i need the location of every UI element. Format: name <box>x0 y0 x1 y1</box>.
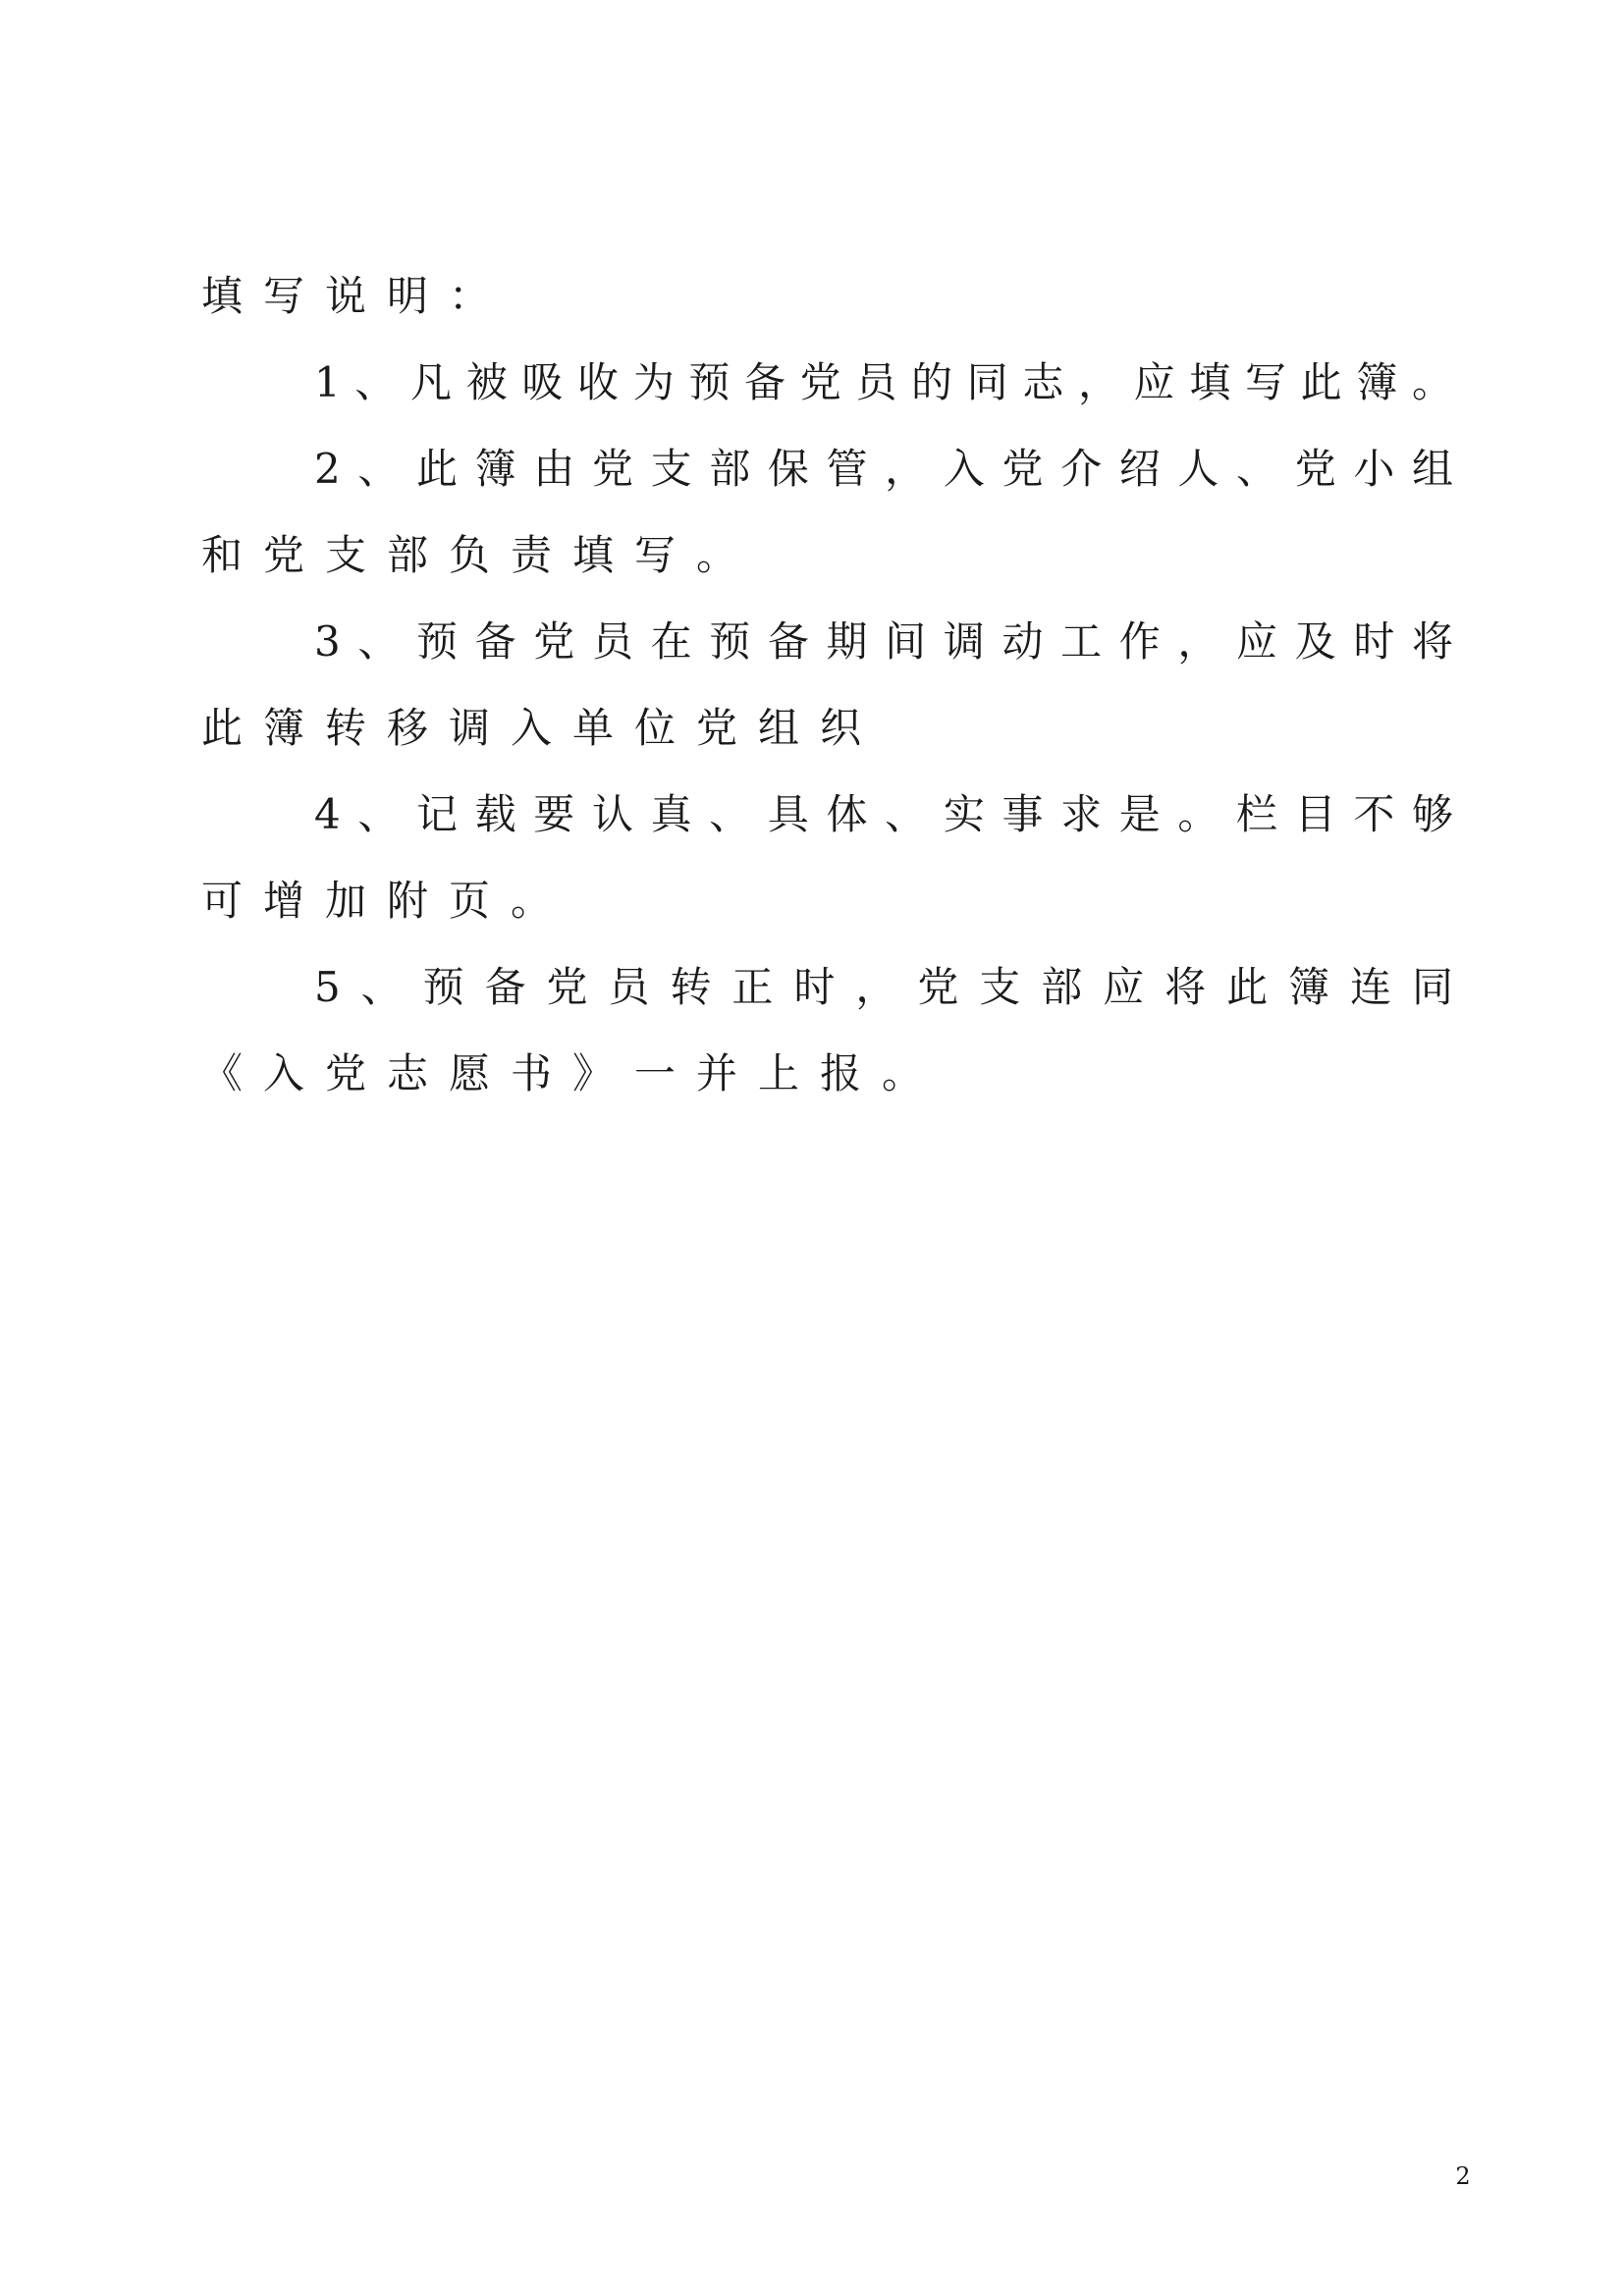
instruction-item-2-line-1: 2、此簿由党支部保管，入党介绍人、党小组 <box>314 445 1453 493</box>
instruction-item-5-line-2: 《入党志愿书》一并上报。 <box>201 1049 945 1097</box>
instruction-item-1-line-1: 1、凡被吸收为预备党员的同志，应填写此簿。 <box>314 358 1453 406</box>
instruction-item-5-line-1: 5、预备党员转正时，党支部应将此簿连同 <box>314 963 1453 1011</box>
instruction-item-3-line-1: 3、预备党员在预备期间调动工作，应及时将 <box>314 617 1453 666</box>
instructions-heading: 填写说明： <box>201 272 512 320</box>
page-number: 2 <box>1455 2163 1471 2190</box>
instruction-item-2-line-2: 和党支部负责填写。 <box>201 531 759 579</box>
instruction-item-4-line-1: 4、记载要认真、具体、实事求是。栏目不够 <box>314 790 1453 838</box>
instructions-body <box>201 253 1453 1117</box>
instruction-item-4-line-2: 可增加附页。 <box>201 877 573 925</box>
instruction-item-3-line-2: 此簿转移调入单位党组织 <box>201 704 883 752</box>
